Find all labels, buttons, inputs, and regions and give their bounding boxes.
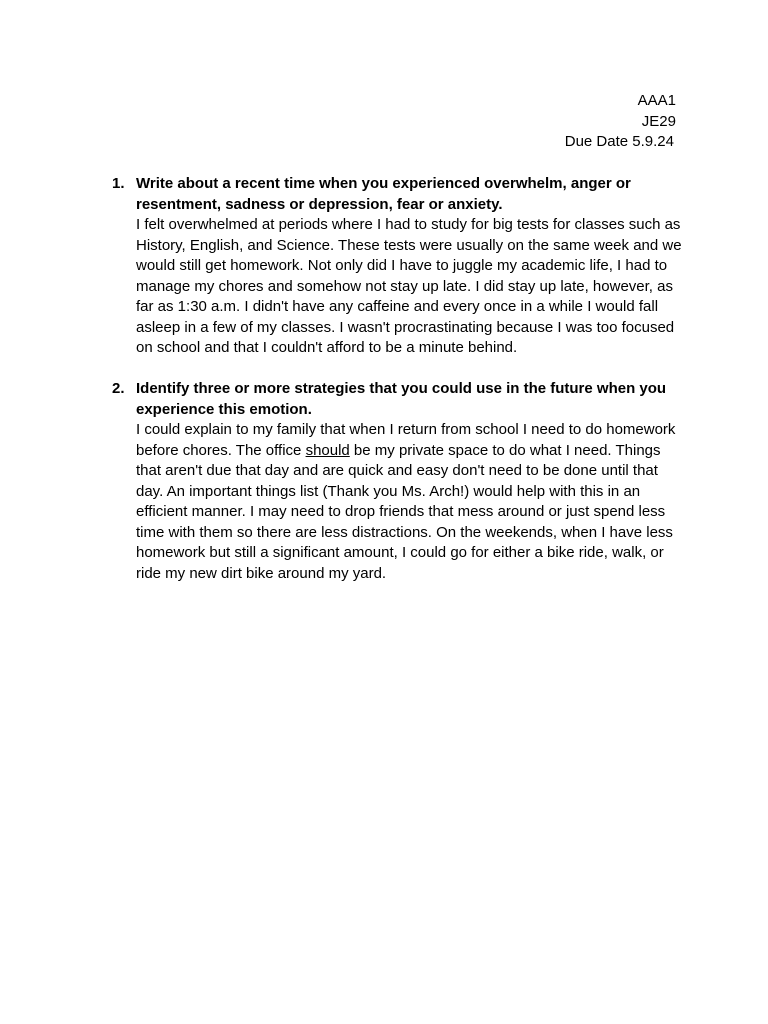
question-item xyxy=(112,174,684,359)
question-number: 2. xyxy=(112,380,125,397)
due-date: Due Date 5.9.24 xyxy=(564,133,674,150)
document-header xyxy=(565,91,676,153)
question-answer xyxy=(136,420,684,584)
question-number: 1. xyxy=(112,175,125,192)
question-item xyxy=(112,379,684,584)
answer-text-before: I could explain to my family that when I return from school I need to do homework before chores. The office xyxy=(136,421,676,459)
header-line-aaa1: AAA1 xyxy=(637,92,676,109)
header-line-je29: JE29 xyxy=(641,112,676,130)
underlined-word: should xyxy=(305,441,350,459)
question-prompt: Write about a recent time when you experienced overwhelm, anger or resentment, sadness or depression, fear or anxiety. xyxy=(136,175,631,213)
question-answer: I felt overwhelmed at periods where I had to study for big tests for classes such as History, English, and Science. These tests were usually on the same week and we would still get homework. Not only did I have to juggle my academic life, I had to manage my chores and somehow not stay up late. I did stay up late, however, as far as 1:30 a.m. I didn't have any caffeine and every once in a while I would fall asleep in a few of my classes. I wasn't procrastinating because I was too focused on school and that I couldn't afford to be a minute behind. xyxy=(136,216,682,356)
question-list xyxy=(112,174,684,605)
question-prompt: Identify three or more strategies that you could use in the future when you experience this emotion. xyxy=(136,380,667,418)
answer-text-after: be my private space to do what I need. Things that aren't due that day and are quick and easy don't need to be done until that day. An important things list (Thank you Ms. Arch!) would help with this in an efficient manner. I may need to drop friends that mess around or just spend less time with them so there are less distractions. On the weekends, when I have less homework but still a significant amount, I could go for either a bike ride, walk, or ride my new dirt bike around my yard. xyxy=(136,441,673,582)
